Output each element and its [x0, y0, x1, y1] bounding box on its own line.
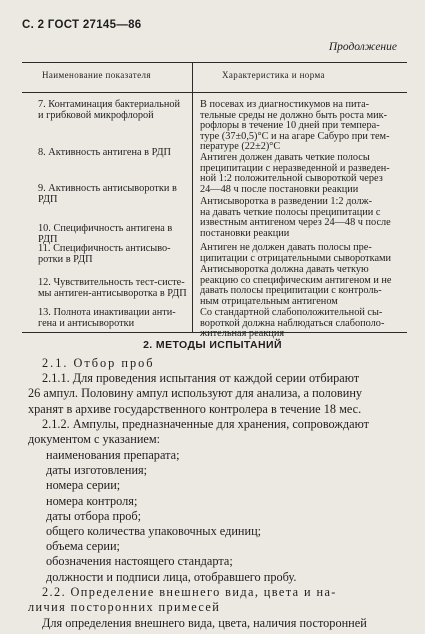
table-row-11-indicator: 11. Специфичность антисыво- ротки в РДП [38, 243, 171, 265]
list-item: даты отбора проб; [46, 508, 142, 523]
column-header-indicator: Наименование показателя [42, 70, 151, 80]
table-row-12-norm: Со стандартной слабоположительной сы- вороткой должна наблюдаться слабополо- жительная реакция [200, 307, 385, 340]
continuation-label: Продолжение [328, 41, 397, 53]
table-row-8-norm: Антиген должен давать четкие полосы преципитации с неразведенной и разведен- ной 1:2 положительной сывороткой через 24—48 ч после постановки реакции [200, 152, 390, 195]
table-header-rule [22, 92, 407, 93]
list-item: даты изготовления; [46, 463, 148, 478]
list-item: номера контроля; [46, 493, 138, 508]
list-item: обозначения настоящего стандарта; [46, 554, 233, 569]
table-row-8-indicator: 8. Активность антигена в РДП [38, 147, 171, 158]
table-row-13-indicator: 13. Полнота инактивации анти- гена и антисыворотки [38, 307, 176, 329]
list-item: номера серии; [46, 478, 121, 493]
subsection-2-1-title: 2.1. Отбор проб [42, 356, 155, 370]
paragraph-2-2: Для определения внешнего вида, цвета, наличия посторонней [42, 616, 367, 630]
paragraph-2-1-1: 2.1.1. Для проведения испытания от каждой серии отбирают 26 ампул. Половину ампул используют для анализа, а половину хранят в архиве государственного контролера в течение 18 мес. [28, 371, 363, 416]
table-row-7-indicator: 7. Контаминация бактериальной и грибковой микрофлорой [38, 99, 181, 121]
table-row-7-norm: В посевах из диагностикумов на пита- тельные среды не должно быть роста мик- рофлоры в течение 10 дней при темпера- туре (37±0,5)°С и на агаре Сабуро при тем- пературе (22±2)°С [200, 99, 390, 153]
table-row-9-norm: Антисыворотка в разведении 1:2 долж- на давать четкие полосы преципитации с известным антигеном через 24—48 ч после постановки реакции [200, 196, 391, 239]
section-title: 2. МЕТОДЫ ИСПЫТАНИЙ [143, 339, 282, 351]
table-row-10-norm: Антиген не должен давать полосы пре- ципитации с отрицательными сыворотками [200, 242, 392, 264]
list-item: должности и подписи лица, отобравшего пробу. [46, 569, 297, 584]
list-item: общего количества упаковочных единиц; [46, 524, 262, 539]
subsection-2-2-title: 2.2. Определение внешнего вида, цвета и на- личия посторонних примесей [28, 585, 337, 615]
table-row-12-indicator: 12. Чувствительность тест-систе- мы антиген-антисыворотка в РДП [38, 277, 187, 299]
table-row-10-indicator: 10. Специфичность антигена в РДП [38, 223, 173, 245]
table-column-divider [192, 62, 193, 332]
table-top-rule [22, 62, 407, 63]
table-row-11-norm: Антисыворотка должна давать четкую реакцию со специфическим антигеном и не давать полосы преципитации с контроль- ным отрицательным антигеном [200, 264, 392, 307]
page-header: С. 2 ГОСТ 27145—86 [22, 19, 142, 31]
column-header-norm: Характеристика и норма [222, 70, 325, 80]
paragraph-2-1-2: 2.1.2. Ампулы, предназначенные для хранения, сопровождают документом с указанием: [28, 417, 370, 447]
required-data-list [46, 448, 296, 585]
table-row-9-indicator: 9. Активность антисыворотки в РДП [38, 183, 177, 205]
list-item: наименования препарата; [46, 448, 180, 462]
list-item: объема серии; [46, 539, 120, 554]
